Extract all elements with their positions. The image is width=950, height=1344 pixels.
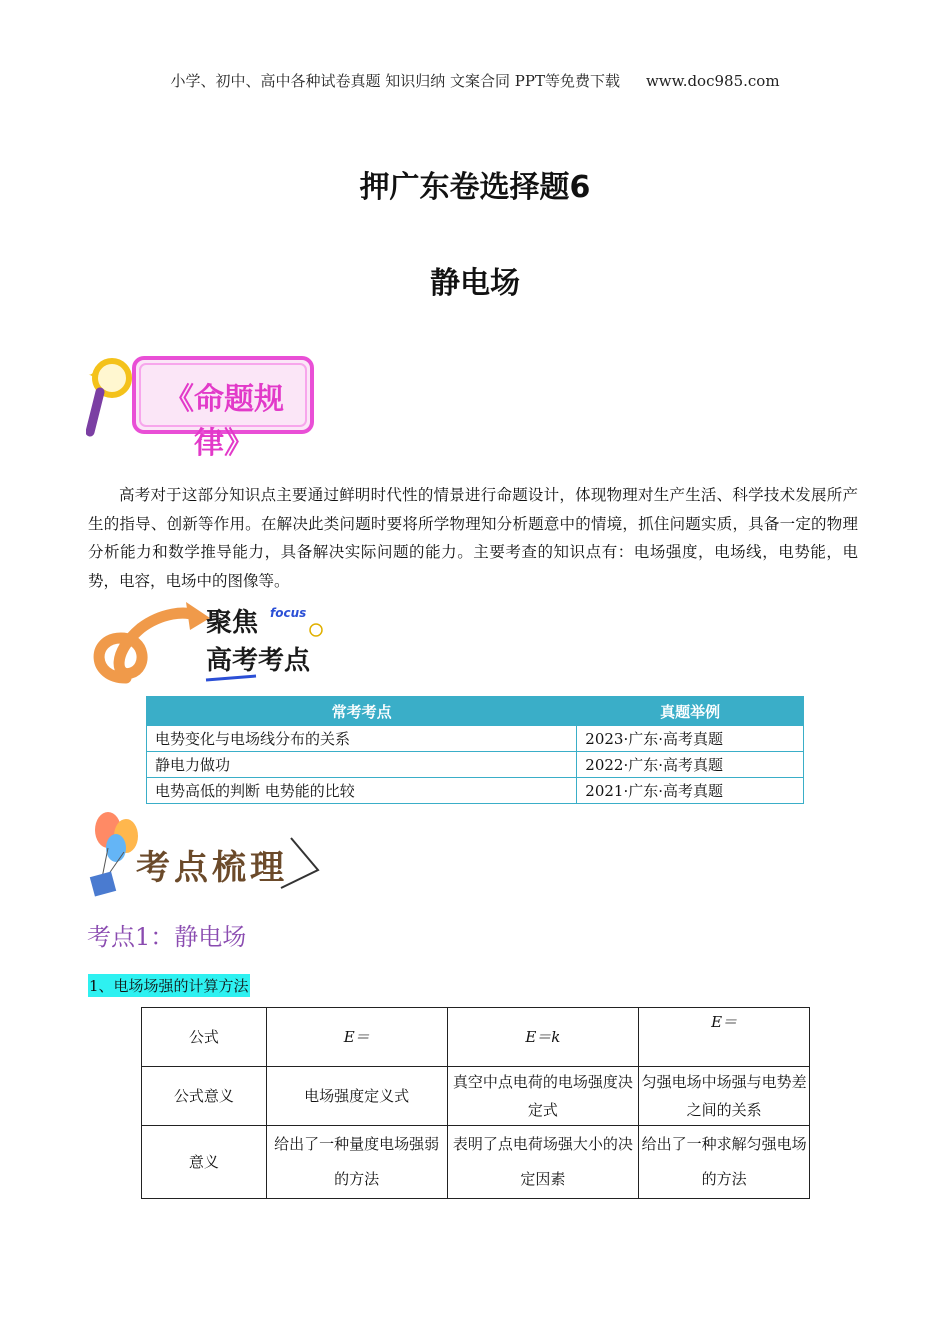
table-row <box>147 778 804 804</box>
cell-example: 2022·广东·高考真题 <box>577 752 804 778</box>
cell-example: 2023·广东·高考真题 <box>577 726 804 752</box>
banner-mingti-label: 《命题规律》 <box>164 382 284 461</box>
cell-example: 2021·广东·高考真题 <box>577 778 804 804</box>
table-row <box>142 1126 810 1199</box>
banner-kaodian-label: 考点梳理 <box>136 848 288 888</box>
cell-point: 电势高低的判断 电势能的比较 <box>147 778 577 804</box>
cell-label: 公式 <box>142 1008 267 1067</box>
exam-table <box>146 696 804 804</box>
col-header-example: 真题举例 <box>577 697 804 726</box>
cell-significance: 给出了一种量度电场强弱的方法 <box>266 1126 447 1199</box>
banner-focus <box>86 598 336 688</box>
cell-significance: 表明了点电荷场强大小的决定因素 <box>447 1126 639 1199</box>
cell-label: 意义 <box>142 1126 267 1199</box>
doc-subtitle: 静电场 <box>430 266 520 301</box>
cell-point: 电势变化与电场线分布的关系 <box>147 726 577 752</box>
header-text: 小学、初中、高中各种试卷真题 知识归纳 文案合同 PPT等免费下载 <box>170 72 620 90</box>
cell-point: 静电力做功 <box>147 752 577 778</box>
header-site[interactable]: www.doc985.com <box>645 72 780 90</box>
banner-kaodian <box>86 808 326 898</box>
table-row <box>147 726 804 752</box>
banner-focus-line2: 高考考点 <box>206 646 311 676</box>
cell-meaning: 匀强电场中场强与电势差之间的关系 <box>639 1067 810 1126</box>
page-header <box>0 70 950 91</box>
cell-meaning: 真空中点电荷的电场强度决定式 <box>447 1067 639 1126</box>
cell-formula-uniform: E＝ <box>639 1008 810 1067</box>
cell-meaning: 电场强度定义式 <box>266 1067 447 1126</box>
doc-title: 押广东卷选择题6 <box>359 170 591 205</box>
formula-table <box>141 1007 810 1199</box>
cell-formula-def: E＝ <box>266 1008 447 1067</box>
table-header-row <box>147 697 804 726</box>
table-row <box>147 752 804 778</box>
col-header-point: 常考考点 <box>147 697 577 726</box>
cell-formula-point: E＝k <box>447 1008 639 1067</box>
banner-focus-tag: focus <box>270 606 307 620</box>
table-row <box>142 1067 810 1126</box>
section-title: 1、电场场强的计算方法 <box>88 974 250 997</box>
cell-significance: 给出了一种求解匀强电场的方法 <box>639 1126 810 1199</box>
table-row <box>142 1008 810 1067</box>
point-title: 考点1：静电场 <box>87 923 247 951</box>
banner-mingti <box>86 348 318 461</box>
intro-paragraph: 高考对于这部分知识点主要通过鲜明时代性的情景进行命题设计，体现物理对生产生活、科学技术发展所产生的指导、创新等作用。在解决此类问题时要将所学物理知分析题意中的情境，抓住问题实质，具备一定的物理分析能力和数学推导能力，具备解决实际问题的能力。主要考查的知识点有：电场强度，电场线，电势能，电势，电容，电场中的图像等。 <box>88 486 858 590</box>
banner-focus-line1: 聚焦 <box>206 608 259 638</box>
svg-text:✦: ✦ <box>88 368 100 384</box>
cell-label: 公式意义 <box>142 1067 267 1126</box>
